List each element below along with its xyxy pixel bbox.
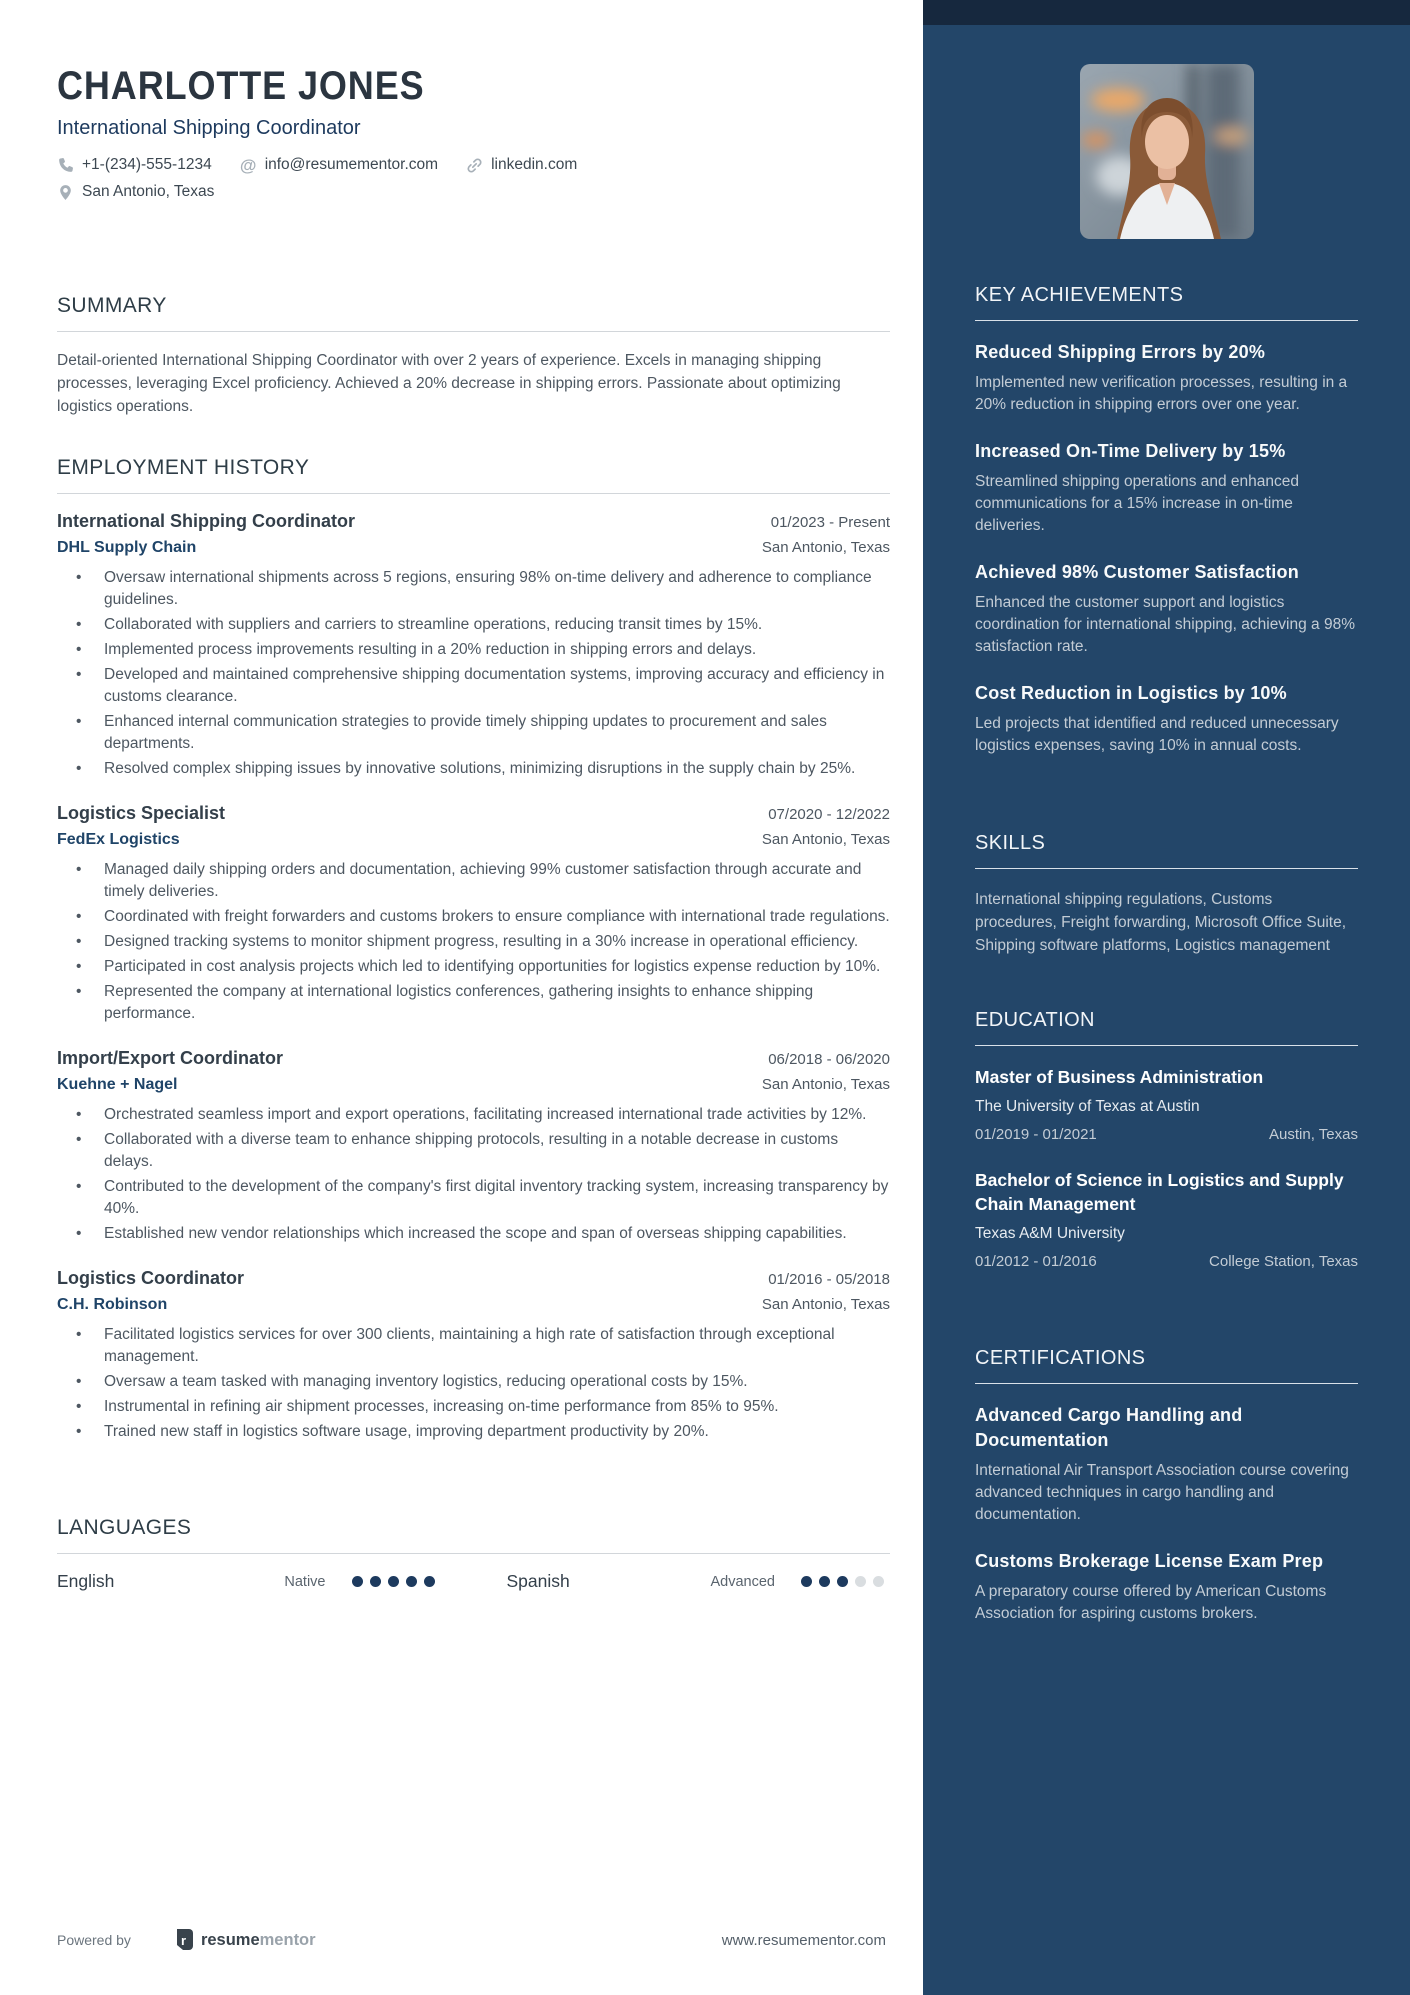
education-degree: Master of Business Administration (975, 1067, 1264, 1087)
language-name: English (57, 1571, 115, 1591)
email-address: info@resumementor.com (264, 156, 439, 173)
person-name: CHARLOTTE JONES (57, 64, 425, 108)
phone-icon (57, 157, 74, 174)
job-entry-location: San Antonio, Texas (761, 539, 890, 556)
achievement-title: Increased On-Time Delivery by 15% (975, 441, 1286, 461)
bullet-item: • Instrumental in refining air shipment processes, increasing on-time performance from 85% to 95%. (57, 1396, 890, 1418)
section-divider (975, 320, 1358, 321)
level-dot (801, 1576, 812, 1587)
certifications-heading: CERTIFICATIONS (975, 1347, 1146, 1369)
bullet-item: • Trained new staff in logistics software usage, improving department productivity by 20%. (57, 1421, 890, 1443)
job-bullet-list (57, 1324, 890, 1443)
education-list (975, 1065, 1358, 1270)
summary-text: Detail-oriented International Shipping Coordinator with over 2 years of experience. Excels in managing shipping processes, leveraging Excel proficiency. Achieved a 20% decrease in shipping errors. Passionate about optimizing logistics operations. (57, 352, 841, 415)
achievement-title: Cost Reduction in Logistics by 10% (975, 683, 1287, 703)
bullet-item: • Resolved complex shipping issues by innovative solutions, minimizing disruptions in the supply chain by 25%. (57, 758, 890, 780)
education-school: Texas A&M University (975, 1225, 1125, 1242)
phone-number: +1-(234)-555-1234 (82, 156, 212, 173)
job-entry-dates: 01/2023 - Present (770, 514, 890, 531)
language-item (507, 1571, 885, 1592)
job-entry-title: Logistics Coordinator (57, 1268, 245, 1288)
language-level-dots (801, 1576, 884, 1587)
bullet-item: • Designed tracking systems to monitor shipment progress, resulting in a 30% increase in operational efficiency. (57, 931, 890, 953)
employment-section (57, 456, 890, 1466)
bullet-item: • Managed daily shipping orders and documentation, achieving 99% customer satisfaction through accurate and timely deliveries. (57, 859, 890, 903)
education-location: College Station, Texas (1209, 1253, 1358, 1270)
languages-heading: LANGUAGES (57, 1516, 192, 1539)
location-text: San Antonio, Texas (82, 183, 215, 200)
job-entry (57, 511, 890, 780)
bullet-item: • Oversaw international shipments across 5 regions, ensuring 98% on-time delivery and adherence to compliance guidelines. (57, 567, 890, 611)
bullet-item: • Coordinated with freight forwarders and customs brokers to ensure compliance with international trade regulations. (57, 906, 890, 928)
certification-item (975, 1403, 1358, 1526)
section-divider (57, 493, 890, 494)
bullet-item: • Contributed to the development of the company's first digital inventory tracking system, increasing transparency by 40%. (57, 1176, 890, 1220)
section-divider (57, 1553, 890, 1554)
employment-heading: EMPLOYMENT HISTORY (57, 456, 310, 479)
header (57, 64, 890, 210)
achievement-text: Streamlined shipping operations and enhanced communications for a 15% increase in on-time deliveries. (975, 473, 1300, 534)
job-bullet-list (57, 567, 890, 780)
level-dot (873, 1576, 884, 1587)
phone-contact[interactable] (57, 156, 212, 174)
summary-section (57, 294, 890, 418)
achievement-title: Achieved 98% Customer Satisfaction (975, 562, 1299, 582)
section-divider (57, 331, 890, 332)
brand-text: resumementor (200, 1930, 316, 1949)
bullet-item: • Established new vendor relationships which increased the scope and span of overseas shipping capabilities. (57, 1223, 890, 1245)
job-entry-dates: 01/2016 - 05/2018 (768, 1271, 890, 1288)
powered-by-label: Powered by (57, 1932, 131, 1948)
contact-info (57, 156, 890, 201)
level-dot (424, 1576, 435, 1587)
achievement-item (975, 439, 1358, 537)
certification-text: A preparatory course offered by American Customs Association for aspiring customs brokers. (975, 1583, 1327, 1622)
job-entry (57, 803, 890, 1025)
job-entry-location: San Antonio, Texas (761, 831, 890, 848)
bullet-item: • Represented the company at international logistics conferences, gathering insights to enhance shipping performance. (57, 981, 890, 1025)
sidebar-top-band (923, 0, 1410, 25)
footer-url[interactable]: www.resumementor.com (721, 1931, 886, 1949)
location-pin-icon (57, 184, 74, 201)
level-dot (370, 1576, 381, 1587)
bullet-item: • Enhanced internal communication strategies to provide timely shipping updates to procurement and sales departments. (57, 711, 890, 755)
level-dot (352, 1576, 363, 1587)
linkedin-contact[interactable] (466, 156, 577, 174)
education-heading: EDUCATION (975, 1009, 1095, 1031)
bullet-item: • Developed and maintained comprehensive shipping documentation systems, improving accuracy and efficiency in customs clearance. (57, 664, 890, 708)
achievement-text: Enhanced the customer support and logistics coordination for international shipping, achieving a 98% satisfaction rate. (975, 594, 1355, 655)
job-entry-company: Kuehne + Nagel (57, 1076, 178, 1093)
language-item (57, 1571, 435, 1592)
language-list (57, 1571, 890, 1592)
job-entry-title: Logistics Specialist (57, 803, 226, 823)
job-entry-dates: 07/2020 - 12/2022 (768, 806, 890, 823)
level-dot (855, 1576, 866, 1587)
job-entry-location: San Antonio, Texas (761, 1296, 890, 1313)
education-dates: 01/2012 - 01/2016 (975, 1253, 1097, 1270)
resumementor-brand (175, 1929, 316, 1951)
education-degree: Bachelor of Science in Logistics and Supply Chain Management (975, 1170, 1344, 1214)
skills-text: International shipping regulations, Customs procedures, Freight forwarding, Microsoft Office Suite, Shipping software platforms, Logistics management (975, 891, 1347, 954)
sidebar (923, 0, 1410, 1995)
bullet-item: • Oversaw a team tasked with managing inventory logistics, reducing operational costs by 15%. (57, 1371, 890, 1393)
bullet-item: • Collaborated with a diverse team to enhance shipping protocols, resulting in a notable decrease in customs delays. (57, 1129, 890, 1173)
bullet-item: • Collaborated with suppliers and carriers to streamline operations, reducing transit times by 15%. (57, 614, 890, 636)
achievement-title: Reduced Shipping Errors by 20% (975, 342, 1266, 362)
achievement-item (975, 560, 1358, 658)
certification-title: Customs Brokerage License Exam Prep (975, 1551, 1324, 1571)
key-achievements-section (923, 284, 1410, 780)
email-contact[interactable] (240, 156, 438, 174)
certification-list (975, 1403, 1358, 1625)
achievement-text: Implemented new verification processes, resulting in a 20% reduction in shipping errors over one year. (975, 374, 1348, 413)
level-dot (819, 1576, 830, 1587)
section-divider (975, 1045, 1358, 1046)
achievement-list (975, 340, 1358, 757)
job-entry-dates: 06/2018 - 06/2020 (768, 1051, 890, 1068)
section-divider (975, 868, 1358, 869)
level-dot (388, 1576, 399, 1587)
linkedin-url: linkedin.com (491, 156, 578, 173)
language-level-dots (352, 1576, 435, 1587)
bullet-item: • Facilitated logistics services for over 300 clients, maintaining a high rate of satisfaction through exceptional management. (57, 1324, 890, 1368)
location-contact (57, 183, 214, 201)
education-section (923, 1009, 1410, 1295)
svg-text:r: r (180, 1933, 186, 1948)
job-list (57, 511, 890, 1443)
language-level: Advanced (710, 1573, 775, 1590)
job-entry (57, 1048, 890, 1245)
summary-heading: SUMMARY (57, 294, 167, 317)
achievement-item (975, 340, 1358, 416)
at-icon: @ (239, 155, 257, 175)
section-divider (975, 1383, 1358, 1384)
language-level: Native (284, 1573, 326, 1590)
languages-section (57, 1516, 890, 1592)
certifications-section (923, 1347, 1410, 1648)
education-item (975, 1065, 1358, 1143)
education-item (975, 1168, 1358, 1270)
certification-title: Advanced Cargo Handling and Documentation (975, 1405, 1243, 1450)
job-entry-title: International Shipping Coordinator (57, 511, 355, 531)
skills-section (923, 832, 1410, 957)
skills-heading: SKILLS (975, 832, 1046, 854)
language-name: Spanish (506, 1571, 570, 1591)
job-entry (57, 1268, 890, 1443)
link-icon (466, 157, 483, 174)
level-dot (837, 1576, 848, 1587)
education-school: The University of Texas at Austin (975, 1098, 1200, 1115)
person-job-title: International Shipping Coordinator (57, 117, 361, 139)
key-achievements-heading: KEY ACHIEVEMENTS (975, 284, 1184, 306)
level-dot (406, 1576, 417, 1587)
certification-item (975, 1549, 1358, 1625)
resumementor-logo-icon (175, 1929, 194, 1951)
achievement-item (975, 681, 1358, 757)
bullet-item: • Orchestrated seamless import and export operations, facilitating increased international trade activities by 12%. (57, 1104, 890, 1126)
profile-photo (1080, 64, 1254, 239)
certification-text: International Air Transport Association course covering advanced techniques in cargo handling and documentation. (975, 1462, 1349, 1523)
job-entry-company: C.H. Robinson (57, 1296, 168, 1313)
job-entry-location: San Antonio, Texas (761, 1076, 890, 1093)
footer (57, 1929, 890, 1951)
job-bullet-list (57, 1104, 890, 1245)
achievement-text: Led projects that identified and reduced unnecessary logistics expenses, saving 10% in annual costs. (975, 715, 1339, 754)
bullet-item: • Participated in cost analysis projects which led to identifying opportunities for logistics expense reduction by 10%. (57, 956, 890, 978)
job-entry-title: Import/Export Coordinator (57, 1048, 283, 1068)
job-entry-company: DHL Supply Chain (57, 539, 197, 556)
education-dates: 01/2019 - 01/2021 (975, 1126, 1097, 1143)
job-entry-company: FedEx Logistics (57, 831, 180, 848)
bullet-item: • Implemented process improvements resulting in a 20% reduction in shipping errors and delays. (57, 639, 890, 661)
job-bullet-list (57, 859, 890, 1025)
education-location: Austin, Texas (1269, 1126, 1358, 1143)
